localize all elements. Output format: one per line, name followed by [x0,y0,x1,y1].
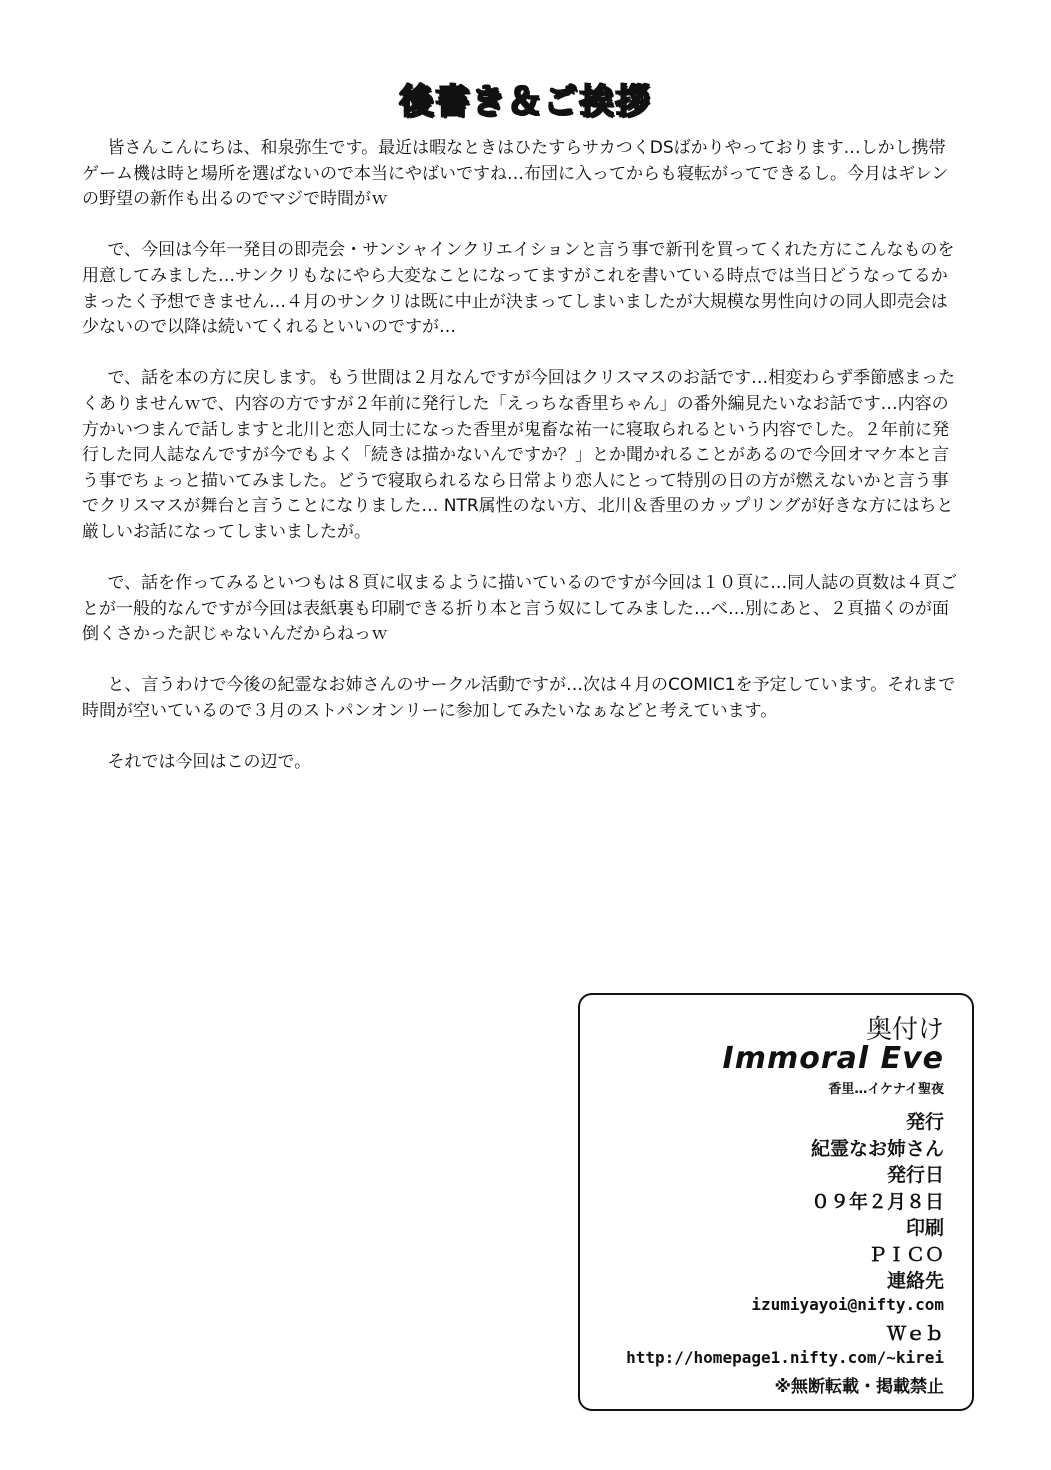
copyright-notice: ※無断転載・掲載禁止 [774,1377,944,1397]
publisher-name: 紀霊なお姉さん [810,1138,944,1160]
paragraph-pages: で、話を作ってみるといつもは８頁に収まるように描いているのですが今回は１０頁に…同人誌の頁数は４頁ごとが一般的なんですが今回は表紙裏も印刷できる折り本と言う奴にしてみました…べ…別にあと、２頁描くのが面倒くさかった訳じゃないんだからねっｗ [82,573,958,645]
publisher-label: 発行 [905,1111,944,1133]
web-url[interactable]: http://homepage1.nifty.com/~kirei [626,1348,944,1367]
contact-label: 連絡先 [886,1270,944,1292]
colophon-heading: 奥付け [865,1015,944,1045]
paragraph-plans: と、言うわけで今後の紀霊なお姉さんのサークル活動ですが…次は４月のCOMIC1を予定しています。それまで時間が空いているので３月のストパンオンリーに参加してみたいなぁなどと考えています。 [82,675,956,722]
publish-date: ０９年２月８日 [810,1191,944,1213]
colophon-box [578,993,974,1411]
contact-email[interactable]: izumiyayoi@nifty.com [751,1295,944,1314]
printer-label: 印刷 [905,1217,944,1239]
book-subtitle: 香里…イケナイ聖夜 [828,1082,944,1097]
paragraph-greeting: 皆さんこんにちは、和泉弥生です。最近は暇なときはひたすらサカつくDSばかりやっております…しかし携帯ゲーム機は時と場所を選ばないので本当にやばいですね…布団に入ってからも寝転がってできるし。今月はギレンの野望の新作も出るのでマジで時間がｗ [82,138,949,210]
web-label: Ｗｅｂ [886,1323,944,1345]
paragraph-event: で、今回は今年一発目の即売会・サンシャインクリエイションと言う事で新刊を買ってくれた方にこんなものを用意してみました…サンクリもなにやら大変なことになってますがこれを書いている時点では当日どうなってるかまったく予想できません…４月のサンクリは既に中止が決まってしまいましたが大規模な男性向けの同人即売会は少ないので以降は続いてくれるといいのですが… [82,240,955,338]
page-title: 後書き＆ご挨拶 [399,82,652,122]
paragraph-closing: それでは今回はこの辺で。 [107,752,312,773]
afterword-body [82,136,962,801]
printer-name: ＰＩＣＯ [867,1244,944,1266]
book-title: Immoral Eve [722,1041,944,1076]
date-label: 発行日 [886,1164,944,1186]
paragraph-story: で、話を本の方に戻します。もう世間は２月なんですが今回はクリスマスのお話です…相変わらず季節感まったくありませんｗで、内容の方ですが２年前に発行した「えっちな香里ちゃん」の番外編見たいなお話です…内容の方かいつまんで話しますと北川と恋人同士になった香里が鬼畜な祐一に寝取られるという内容でした。２年前に発行した同人誌なんですが今でもよく「続きは描かないんですか？」とか聞かれることがあるので今回オマケ本と言う事でちょっと描いてみました。どうで寝取られるなら日常より恋人にとって特別の日の方が燃えないかと言う事でクリスマスが舞台と言うことになりました… NTR属性のない方、北川＆香里のカップリングが好きな方にはちと厳しいお話になってしまいましたが。 [82,368,956,542]
